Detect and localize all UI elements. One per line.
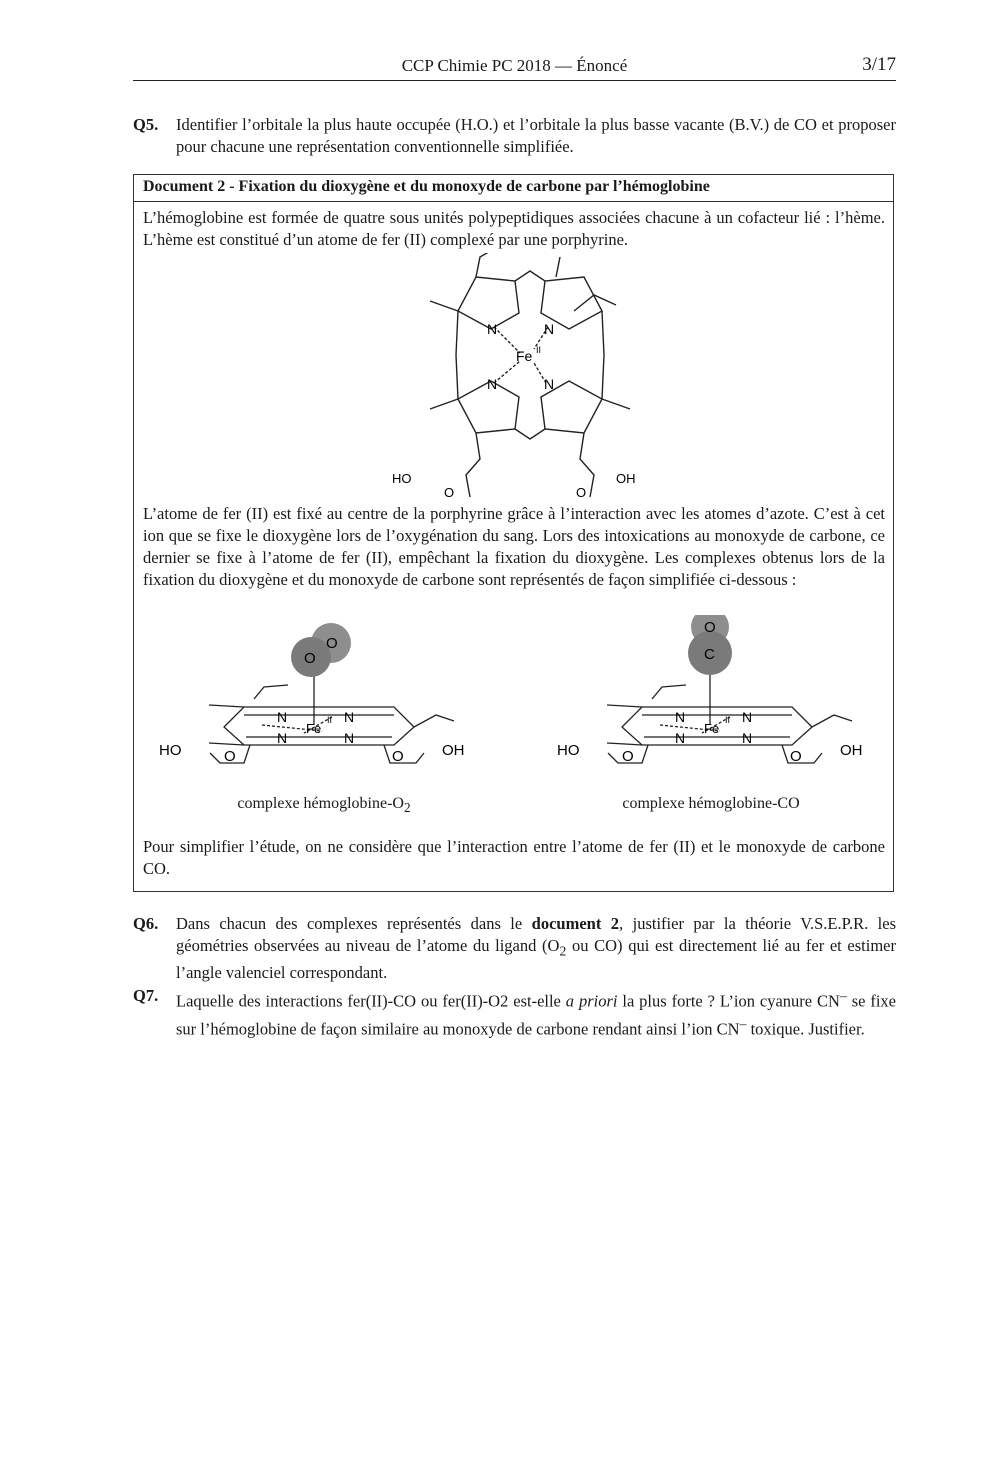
page-header [133,54,896,81]
caption-co: complexe hémoglobine-CO [622,795,800,812]
fe-oxidation-label: II [327,715,333,725]
question-number: Q5. [133,115,159,134]
question-text [176,913,896,984]
question-text [176,985,896,1040]
co-label-o: O [704,619,716,636]
o2-label-proximal: O [304,650,316,667]
n-label-bl: N [487,376,498,392]
text-segment: se fixe sur l’hémoglobine de façon similaire au monoxyde de carbone rendant ainsi l’ion CN [176,991,897,1038]
caption-o2-subscript: 2 [403,800,411,816]
document-intro: L’hémoglobine est formée de quatre sous unités polypeptidiques associées chacune à un cofacteur lié : l’hème. L’hème est constitué d’un atome de fer (II) complexé par une porphyrine. [143,208,885,249]
oh-label: OH [840,742,863,759]
subscript: 2 [559,943,567,959]
o-label: O [392,748,404,765]
o-label: O [622,748,634,765]
ho-label: HO [557,742,580,759]
document-conclusion: Pour simplifier l’étude, on ne considère que l’interaction entre l’atome de fer (II) et le monoxyde de carbone CO. [143,837,885,878]
o-label: O [224,748,236,765]
text-segment: la plus forte ? L’ion cyanure CN [617,991,840,1011]
fe-label: Fe [516,348,533,364]
complex-o2-diagram [154,615,484,791]
document-title: Document 2 - Fixation du dioxygène et du monoxyde de carbone par l’hémoglobine [143,178,710,195]
o-label-left: O [444,485,455,499]
bold-segment: document 2 [531,914,620,933]
complex-co-diagram [552,615,882,791]
ho-label: HO [159,742,182,759]
caption-o2-text: complexe hémoglobine-O [237,795,404,812]
fe-oxidation-label: II [725,715,731,725]
fe-label: Fe [306,721,322,736]
n-label: N [675,730,686,746]
n-label: N [277,709,288,725]
n-label: N [742,709,753,725]
n-label: N [277,730,288,746]
header-title: CCP Chimie PC 2018 — Énoncé [401,56,628,75]
document-2-box [133,174,894,892]
n-label-tl: N [487,321,498,337]
text-segment: , justifier par la théorie V.S.E.P.R. les géométries observées au niveau de l’atome du ligand (O [176,914,896,955]
text-segment: Laquelle des interactions fer(II)-CO ou fer(II)-O2 est-elle [176,991,566,1011]
superscript: – [839,988,847,1003]
n-label-tr: N [544,321,555,337]
o-label-right: O [576,485,587,499]
n-label: N [344,730,355,746]
fe-oxidation-label: II [536,345,542,355]
italic-segment: a priori [565,991,618,1011]
n-label: N [742,730,753,746]
o-label: O [790,748,802,765]
page-number: 3/17 [862,54,896,75]
document-title-bar [134,175,893,202]
n-label: N [675,709,686,725]
fe-label: Fe [704,721,720,736]
n-label-br: N [544,376,555,392]
text-segment: ou CO) qui est directement lié au fer et estimer l’angle valenciel correspondant. [176,936,897,983]
co-label-c: C [704,646,715,663]
o2-label-distal: O [326,635,338,652]
text-segment: Dans chacun des complexes représentés dans le [176,914,532,933]
superscript: – [739,1015,747,1031]
ho-label: HO [392,471,412,486]
document-body: L’atome de fer (II) est fixé au centre de la porphyrine grâce à l’interaction avec les atomes d’azote. C’est à cet ion que se fixe le dioxygène lors de l’oxygénation du sang. Lors des intoxications au monoxyde de carbone, ce dernier se fixe à l’atome de fer (II), empêchant la fixation du dioxygène. Les complexes obtenus lors de la fixation du dioxygène et du monoxyde de carbone sont représentés de façon simplifiée ci-dessous : [143,504,885,589]
oh-label: OH [616,471,636,486]
question-text: Identifier l’orbitale la plus haute occupée (H.O.) et l’orbitale la plus basse vacante (B.V.) de CO et proposer pour chacune une représentation conventionnelle simplifiée. [176,115,896,156]
caption-o2 [214,795,434,816]
heme-structure-diagram [384,253,644,499]
oh-label: OH [442,742,465,759]
text-segment: toxique. Justifier. [746,1019,865,1038]
n-label: N [344,709,355,725]
question-number: Q6. [133,914,159,933]
question-number: Q7. [133,986,159,1005]
